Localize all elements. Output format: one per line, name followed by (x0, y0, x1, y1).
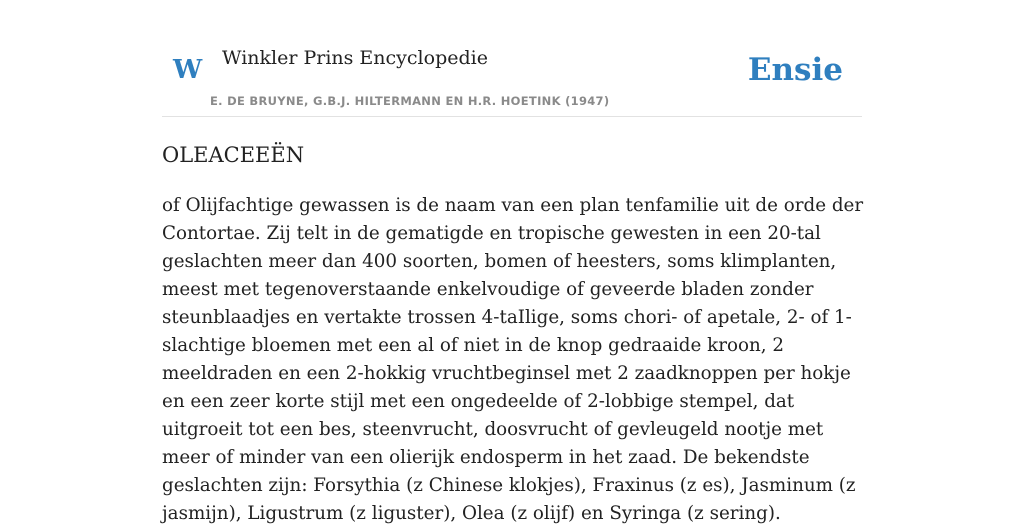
publication-title[interactable]: Winkler Prins Encyclopedie (222, 47, 488, 69)
publication-logo[interactable]: W (173, 55, 203, 85)
header (162, 0, 862, 117)
brand-logo[interactable]: Ensie (747, 52, 843, 88)
entry-title: OLEACEEËN (162, 143, 305, 167)
entry-body: of Olijfachtige gewassen is de naam van een plan tenfamilie uit de orde der Contortae. Zij telt in de gematigde en tropische gewesten in een 20-tal geslachten meer dan 400 soorten, bomen of heesters, soms klimplanten, meest met tegenoverstaande enkelvoudige of geveerde bladen zonder steunblaadjes en vertakte trossen 4-taIlige, soms chori- of apetale, 2- of 1-slachtige bloemen met een al of niet in de knop gedraaide kroon, 2 meeldraden en een 2-hokkig vruchtbeginsel met 2 zaadknoppen per hokje en een zeer korte stijl met een ongedeelde of 2-lobbige stempel, dat uitgroeit tot een bes, steenvrucht, doosvrucht of gevleugeld nootje met meer of minder van een olierijk endosperm in het zaad. De bekendste geslachten zijn: Forsythia (z Chinese klokjes), Fraxinus (z es), Jasminum (z jasmijn), Ligustrum (z liguster), Olea (z olijf) en Syringa (z sering). (162, 195, 864, 524)
publication-authors: E. DE BRUYNE, G.B.J. HILTERMANN EN H.R. HOETINK (1947) (210, 94, 610, 108)
